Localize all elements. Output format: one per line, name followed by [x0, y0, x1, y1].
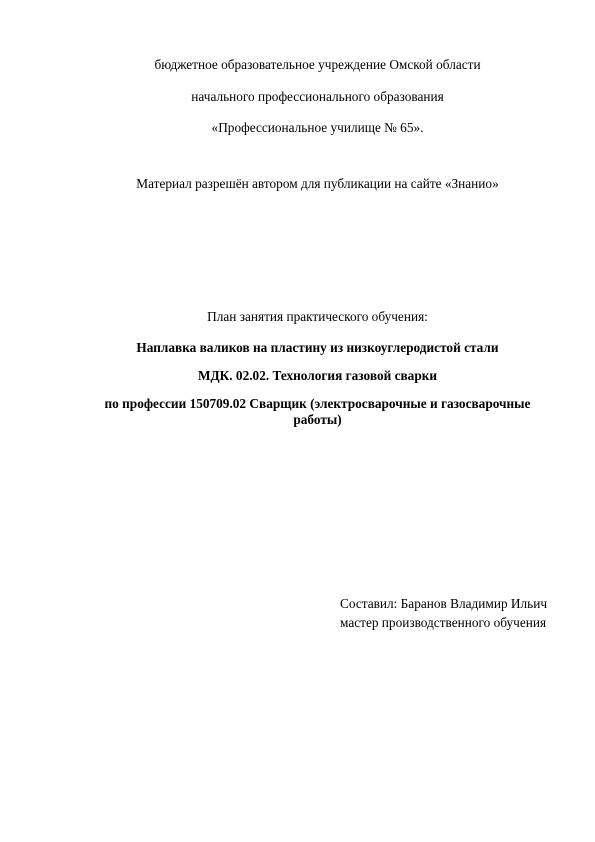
institution-type: бюджетное образовательное учреждение Омской области — [154, 57, 481, 72]
lesson-module: МДК. 02.02. Технология газовой сварки — [197, 368, 438, 383]
institution-name: «Профессиональное училище № 65». — [211, 120, 424, 135]
author-name: Составил: Баранов Владимир Ильич — [340, 596, 548, 611]
institution-education-level: начального профессионального образования — [191, 89, 444, 104]
lesson-profession: по профессии 150709.02 Сварщик (электросварочные и газосварочные работы) — [104, 396, 531, 427]
permission-note: Материал разрешён автором для публикации на сайте «Знанио» — [136, 176, 499, 191]
author-position: мастер производственного обучения — [340, 615, 547, 630]
plan-title: План занятия практического обучения: — [207, 309, 428, 324]
lesson-topic: Наплавка валиков на пластину из низкоуглеродистой стали — [136, 340, 499, 355]
